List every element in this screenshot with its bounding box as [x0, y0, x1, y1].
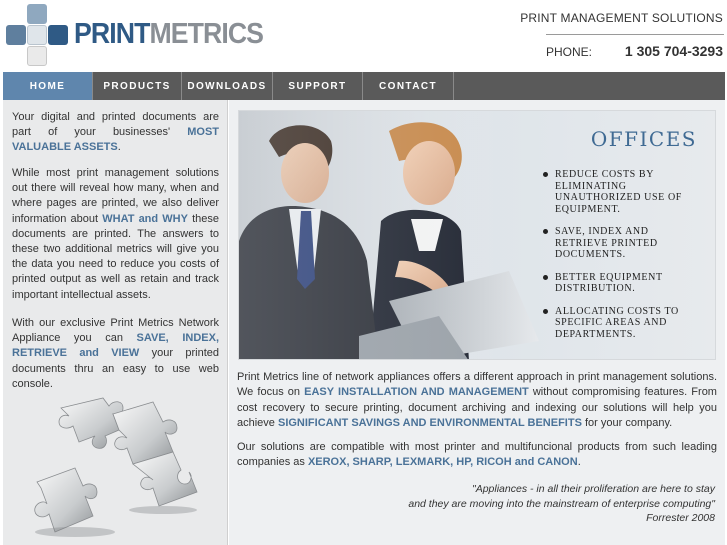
main-nav: [3, 72, 725, 100]
offices-banner: [238, 110, 716, 360]
intro-highlight: MOST VALUABLE ASSETS: [12, 126, 219, 154]
metrics-text-end: these documents are printed. The answers to these two additional metrics will give you the data you need to reduce you costs of printed output as well as retain and track important intellectual assets.: [12, 212, 220, 301]
benefit-item: ALLOCATING COSTS TO SPECIFIC AREAS AND DEPARTMENTS.: [543, 306, 703, 341]
approach-text-end: for your company.: [585, 417, 673, 430]
appliance-paragraph: [12, 316, 219, 392]
compatibility-text: Our solutions are compatible with most printer and multifuncional products from such leading companies as: [237, 441, 717, 469]
approach-text-2: without compromising features. From cost recovery to secure printing, document archiving and indexing our solutions will help you achieve: [237, 386, 717, 430]
compatibility-end: .: [577, 456, 581, 469]
approach-highlight-2: SIGNIFICANT SAVINGS AND ENVIRONMENTAL BENEFITS: [277, 417, 582, 430]
metrics-highlight: WHAT and WHY: [102, 212, 188, 225]
left-column: [3, 100, 228, 545]
approach-text: Print Metrics line of network appliances offers a different approach in print management solutions. We focus on: [237, 371, 717, 399]
phone-number: 1 305 704-3293: [624, 43, 723, 59]
forrester-quote: [295, 482, 715, 526]
brand-part-2: METRICS: [149, 18, 264, 50]
metrics-paragraph: [12, 166, 219, 303]
compatibility-paragraph: [237, 440, 717, 471]
header-divider: [546, 34, 724, 35]
nav-spacer: [454, 72, 725, 100]
approach-highlight-1: EASY INSTALLATION AND MANAGEMENT: [304, 386, 529, 399]
intro-paragraph: [12, 110, 219, 156]
quote-line-1: "Appliances - in all their proliferation are here to stay: [471, 483, 715, 495]
tagline: PRINT MANAGEMENT SOLUTIONS: [520, 11, 723, 25]
benefit-item: SAVE, INDEX AND RETRIEVE PRINTED DOCUMENTS.: [543, 226, 703, 261]
logo-icon[interactable]: [6, 4, 68, 66]
right-column: [229, 100, 725, 545]
intro-end: .: [117, 141, 121, 154]
banner-title: OFFICES: [590, 127, 697, 151]
quote-line-2: and they are moving into the mainstream of enterprise computing": [408, 497, 715, 510]
vendor-list-highlight: XEROX, SHARP, LEXMARK, HP, RICOH and CANON: [307, 456, 578, 469]
nav-contact[interactable]: CONTACT: [363, 72, 454, 100]
quote-source: Forrester 2008: [646, 512, 715, 525]
phone-label: PHONE:: [546, 45, 593, 59]
approach-paragraph: [237, 370, 717, 432]
nav-products[interactable]: PRODUCTS: [93, 72, 182, 100]
benefit-item: BETTER EQUIPMENT DISTRIBUTION.: [543, 272, 703, 295]
site-header: [0, 0, 727, 72]
business-people-photo: [239, 111, 539, 360]
benefit-item: REDUCE COSTS BY ELIMINATING UNAUTHORIZED USE OF EQUIPMENT.: [543, 169, 703, 215]
brand-part-1: PRINT: [74, 18, 150, 50]
benefits-list: [543, 169, 703, 351]
nav-downloads[interactable]: DOWNLOADS: [182, 72, 273, 100]
appliance-highlight: SAVE, INDEX, RETRIEVE and VIEW: [12, 332, 219, 360]
puzzle-pieces-image: [13, 396, 203, 542]
nav-home[interactable]: HOME: [3, 72, 93, 100]
appliance-text: With our exclusive Print Metrics Network Appliance you can: [12, 317, 219, 345]
nav-support[interactable]: SUPPORT: [273, 72, 363, 100]
metrics-text: While most print management solutions out there will reveal how many, when and where pages are printed, we also deliver information about: [12, 167, 219, 225]
brand-wordmark[interactable]: [74, 18, 263, 51]
intro-text: Your digital and printed documents are part of your businesses': [12, 111, 219, 139]
appliance-text-end: your printed documents thru an easy to use web console.: [12, 347, 220, 390]
